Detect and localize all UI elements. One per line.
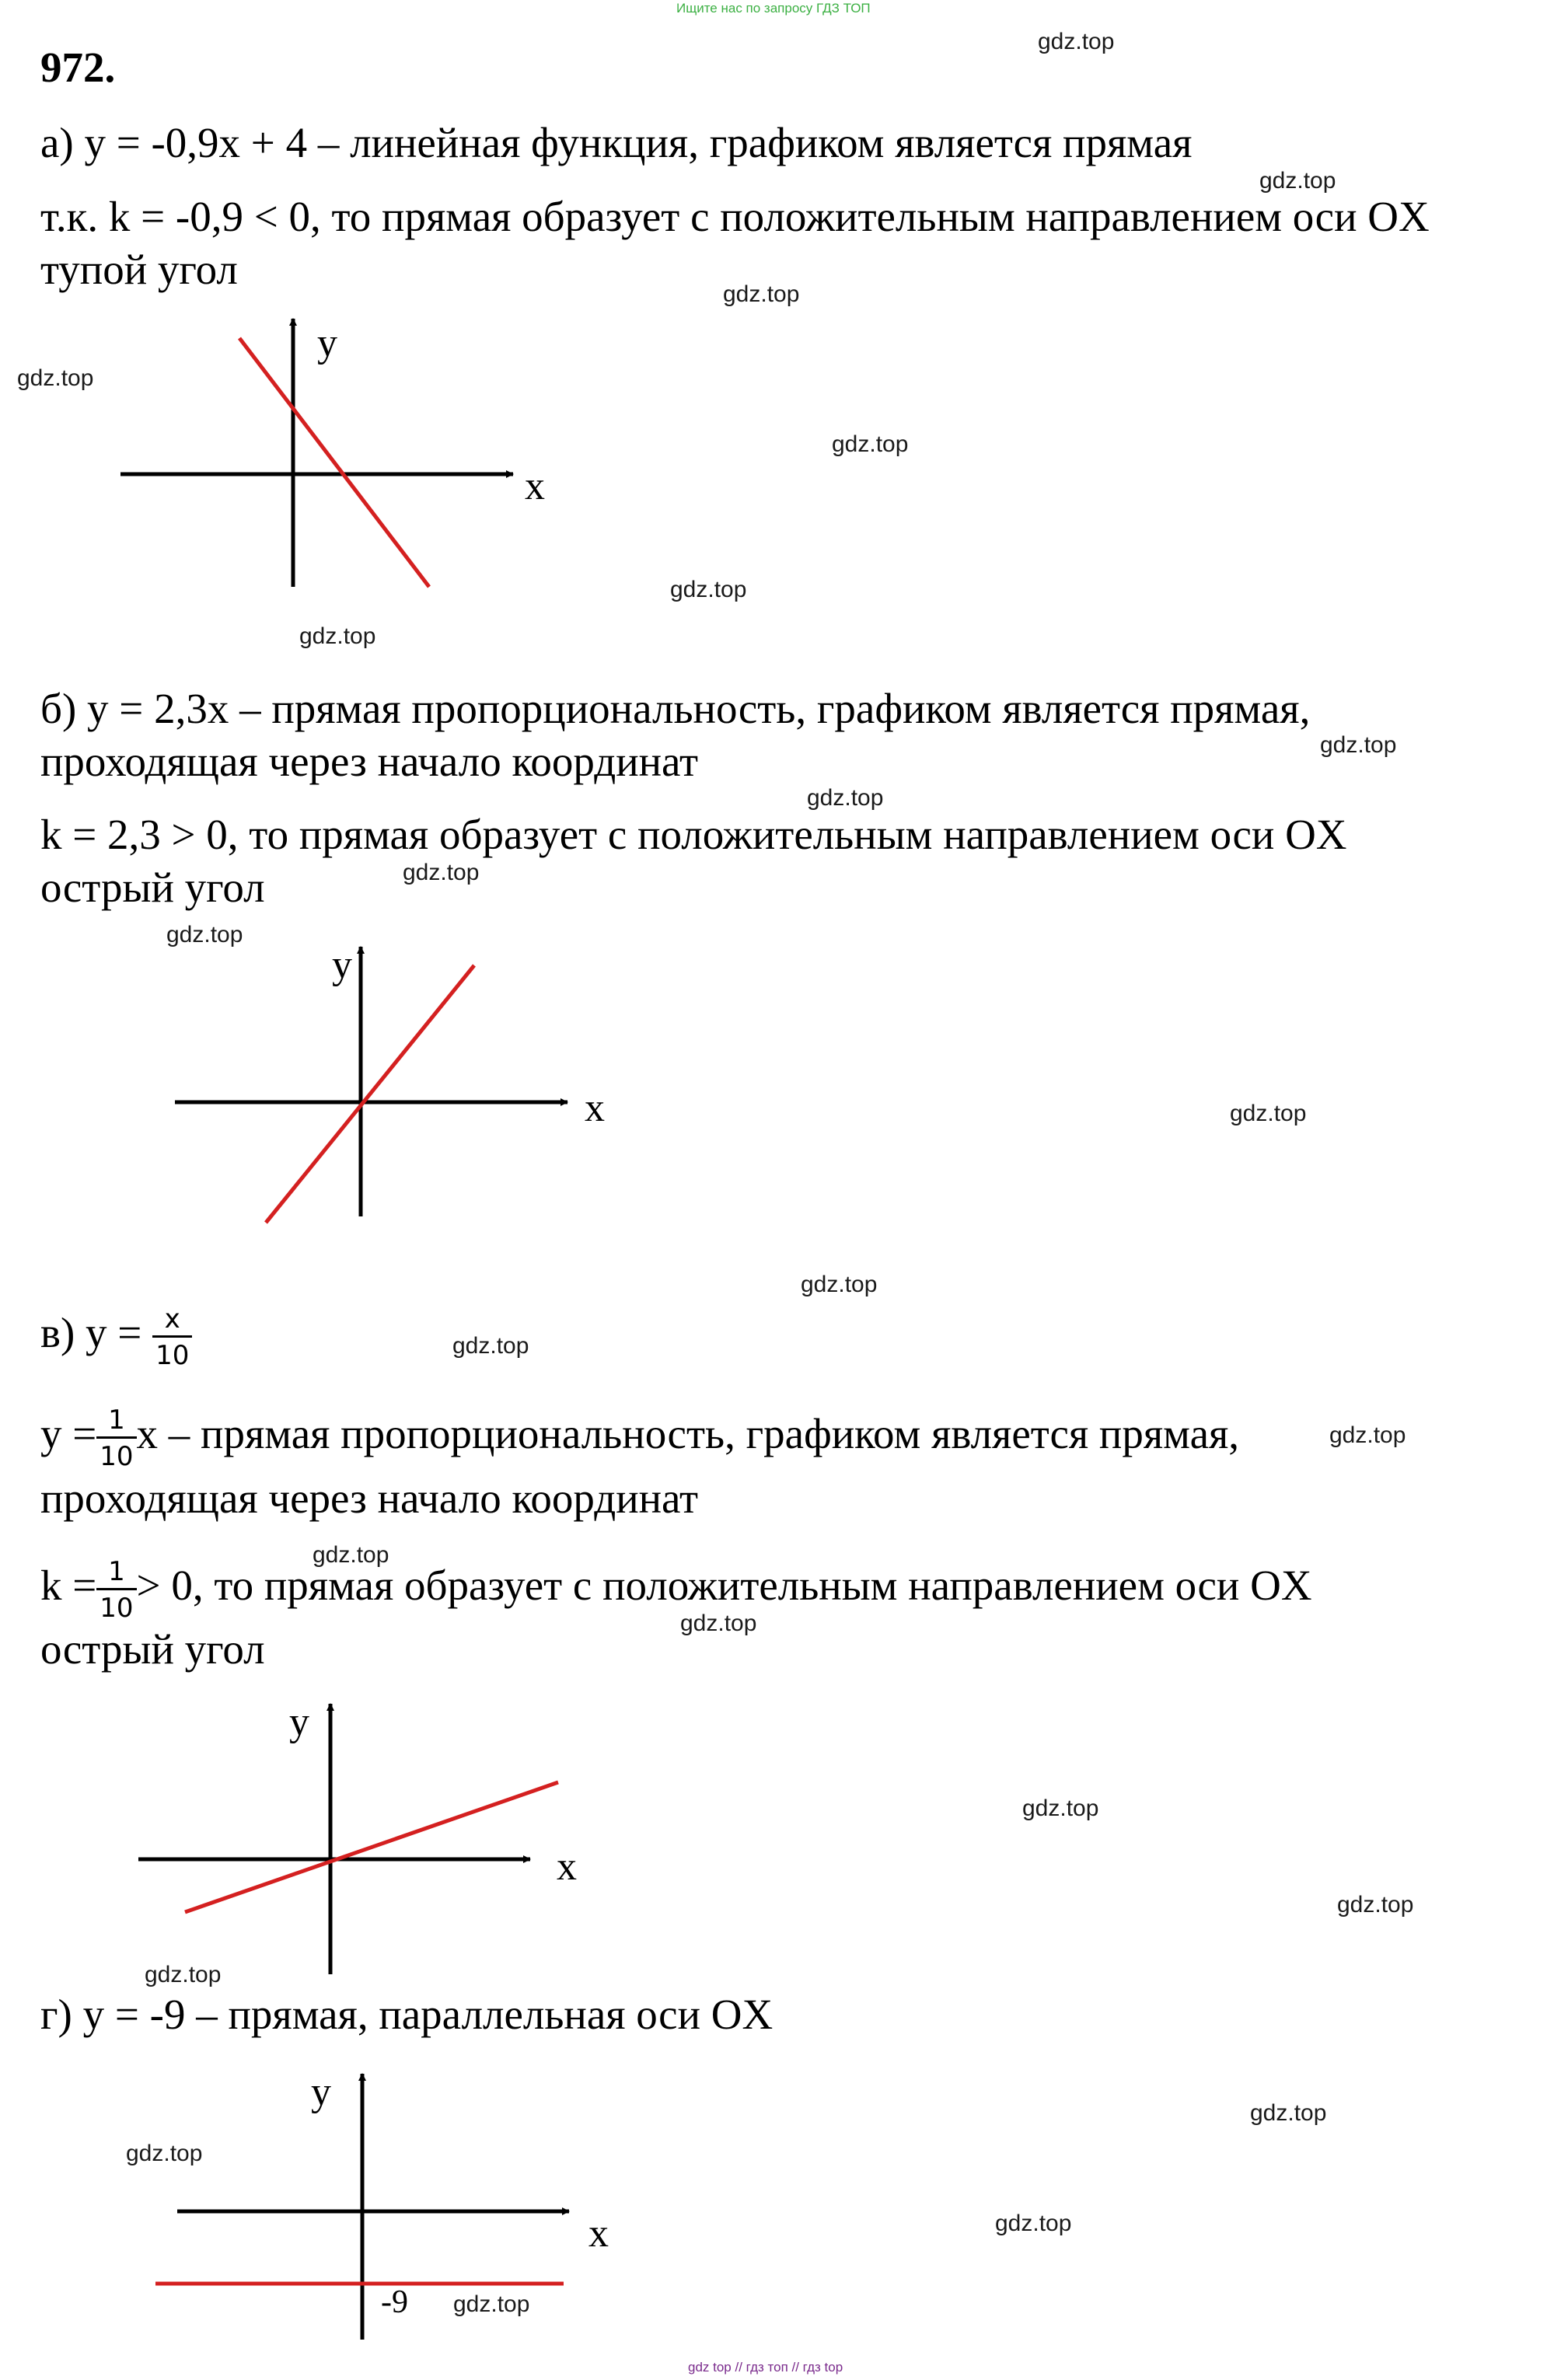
fraction-denominator: 10: [100, 1593, 134, 1624]
watermark: gdz.top: [299, 623, 376, 649]
fraction-numerator: 1: [96, 1558, 136, 1590]
graph-g-y-label: y: [311, 2070, 331, 2114]
watermark: gdz.top: [166, 922, 243, 947]
watermark: gdz.top: [1337, 1892, 1414, 1918]
graph-v: [138, 1700, 577, 1974]
part-a-line1: а) y = -0,9x + 4 – линейная функция, графиком является прямая: [40, 119, 1193, 166]
part-a-line2: т.к. k = -0,9 < 0, то прямая образует с положительным направлением оси OX: [40, 193, 1430, 240]
part-b-line3: k = 2,3 > 0, то прямая образует с положительным направлением оси OX: [40, 811, 1347, 858]
top-banner: Ищите нас по запросу ГДЗ ТОП: [676, 1, 871, 16]
watermark: gdz.top: [453, 2291, 530, 2317]
graph-b: [175, 943, 605, 1223]
graph-b-y-label: y: [332, 943, 352, 987]
footer-links: gdz top // гдз топ // гдз top: [688, 2360, 843, 2375]
watermark: gdz.top: [1259, 168, 1336, 194]
part-b-line2: проходящая через начало координат: [40, 738, 699, 785]
part-v-line2-prefix: y =: [40, 1410, 97, 1458]
graph-v-y-label: y: [289, 1700, 309, 1744]
graph-a-y-label: y: [317, 321, 337, 365]
graph-a-x-label: x: [525, 464, 545, 508]
part-v-line2-suffix: x – прямая пропорциональность, графиком является прямая,: [136, 1410, 1240, 1458]
watermark: gdz.top: [452, 1333, 529, 1359]
watermark: gdz.top: [1022, 1795, 1099, 1821]
watermark: gdz.top: [1320, 732, 1397, 758]
watermark: gdz.top: [995, 2211, 1072, 2236]
part-g-line1: г) y = -9 – прямая, параллельная оси OX: [40, 1991, 774, 2038]
graph-a-line: [239, 338, 429, 587]
watermark: gdz.top: [832, 431, 909, 457]
graph-v-x-label: x: [557, 1844, 577, 1889]
graph-b-x-label: x: [585, 1086, 605, 1130]
part-v-prefix: в) y =: [40, 1309, 142, 1357]
part-b-line4: острый угол: [40, 864, 265, 911]
part-v-line4-prefix: k =: [40, 1562, 97, 1610]
watermark: gdz.top: [1230, 1101, 1307, 1126]
watermark: gdz.top: [17, 365, 94, 391]
watermark: gdz.top: [807, 785, 884, 811]
fraction-numerator: 1: [96, 1407, 136, 1439]
watermark: gdz.top: [145, 1962, 222, 1987]
watermark: gdz.top: [313, 1542, 389, 1568]
part-a-line3: тупой угол: [40, 246, 238, 293]
graph-g: [155, 2070, 609, 2340]
watermark: gdz.top: [1038, 29, 1115, 54]
graph-g-intercept-label: -9: [381, 2284, 408, 2320]
graph-g-x-label: x: [588, 2211, 609, 2256]
watermark: gdz.top: [1329, 1422, 1406, 1448]
fraction-numerator: x: [152, 1306, 192, 1338]
watermark: gdz.top: [403, 860, 480, 885]
watermark: gdz.top: [670, 577, 747, 602]
graph-v-line: [185, 1782, 558, 1912]
graph-a: [120, 319, 545, 587]
watermark: gdz.top: [723, 281, 800, 307]
watermark: gdz.top: [801, 1272, 878, 1297]
fraction-denominator: 10: [155, 1340, 190, 1371]
graph-b-line: [266, 965, 474, 1223]
watermark: gdz.top: [680, 1611, 757, 1636]
watermark: gdz.top: [126, 2141, 203, 2166]
part-v-line5: острый угол: [40, 1625, 265, 1673]
part-v-line4-suffix: > 0, то прямая образует с положительным направлением оси OX: [136, 1562, 1312, 1610]
part-v-line3: проходящая через начало координат: [40, 1474, 699, 1522]
fraction-denominator: 10: [100, 1441, 134, 1472]
task-number: 972.: [40, 44, 116, 91]
watermark: gdz.top: [1250, 2100, 1327, 2126]
part-b-line1: б) y = 2,3x – прямая пропорциональность, графиком является прямая,: [40, 685, 1311, 732]
